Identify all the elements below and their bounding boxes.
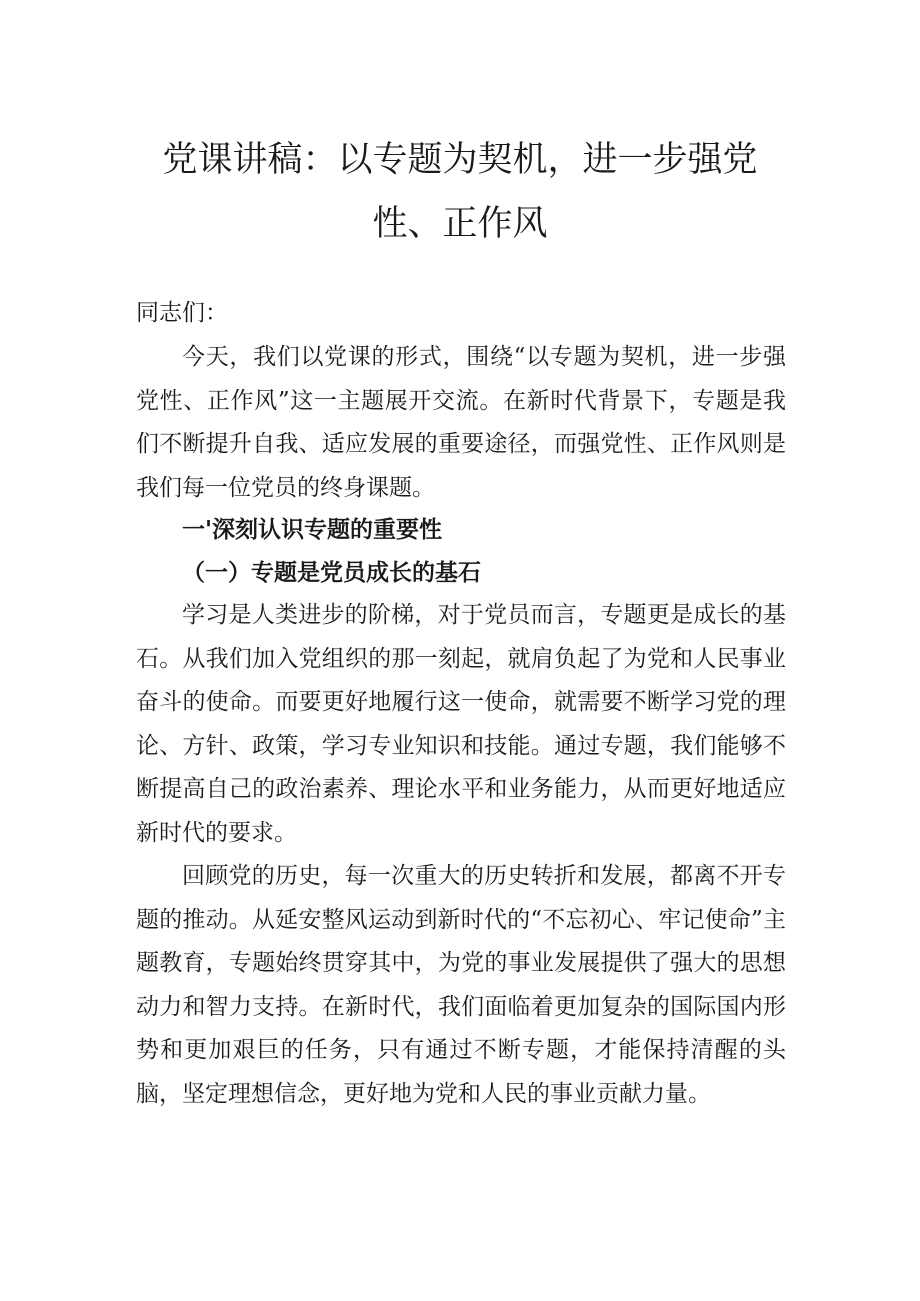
- salutation: 同志们：: [136, 300, 228, 326]
- document-title-line-2: 性、正作风: [372, 204, 548, 244]
- intro-paragraph: 今天，我们以党课的形式，围绕“以专题为契机，进一步强党性、正作风”这一主题展开交流。在新时代背景下，专题是我们不断提升自我、适应发展的重要途径，而强党性、正作风则是我们每一位党员的终身课题。: [136, 344, 786, 501]
- subsection-heading-1: （一）专题是党员成长的基石: [182, 559, 481, 586]
- body-paragraph-3: 回顾党的历史，每一次重大的历史转折和发展，都离不开专题的推动。从延安整风运动到新时代的“不忘初心、牢记使命”主题教育，专题始终贯穿其中，为党的事业发展提供了强大的思想动力和智力支持。在新时代，我们面临着更加复杂的国际国内形势和更加艰巨的任务，只有通过不断专题，才能保持清醒的头脑，坚定理想信念，更好地为党和人民的事业贡献力量。: [136, 863, 786, 1107]
- body-paragraph-2: 学习是人类进步的阶梯，对于党员而言，专题更是成长的基石。从我们加入党组织的那一刻起，就肩负起了为党和人民事业奋斗的使命。而要更好地履行这一使命，就需要不断学习党的理论、方针、政策，学习专业知识和技能。通过专题，我们能够不断提高自己的政治素养、理论水平和业务能力，从而更好地适应新时代的要求。: [136, 602, 786, 846]
- document-title-line-1: 党课讲稿：以专题为契机，进一步强党: [162, 140, 758, 180]
- section-heading-1: 一'深刻认识专题的重要性: [182, 517, 443, 543]
